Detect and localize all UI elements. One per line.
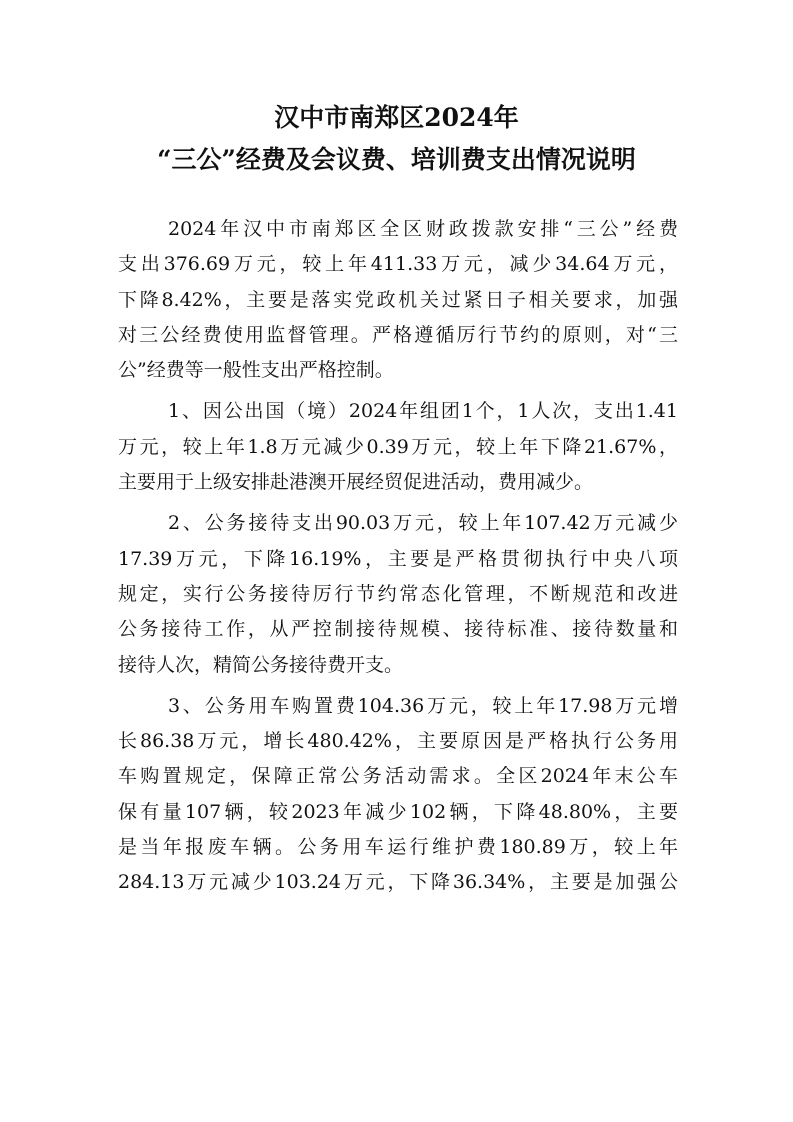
paragraph-line: 主要用于上级安排赴港澳开展经贸促进活动，费用减少。 [118,471,594,494]
paragraph-line: 车购置规定，保障正常公务活动需求。全区2024年末公车 [118,765,678,788]
document-body [118,212,678,901]
paragraph-line: 万元，较上年1.8万元减少0.39万元，较上年下降21.67%， [118,435,678,458]
paragraph-line: 284.13万元减少103.24万元，下降36.34%，主要是加强公 [118,871,678,894]
paragraph-official-reception [118,506,678,682]
document-title-line-1: 汉中市南郑区2024年 [274,103,519,132]
paragraph-line: 公”经费等一般性支出严格控制。 [118,359,394,382]
paragraph-line: 是当年报废车辆。公务用车运行维护费180.89万，较上年 [118,836,678,859]
paragraph-line: 1、因公出国（境）2024年组团1个，1人次，支出1.41 [168,400,678,423]
paragraph-overseas-travel [118,394,678,500]
paragraph-line: 下降8.42%，主要是落实党政机关过紧日子相关要求，加强 [118,288,678,311]
paragraph-official-vehicles [118,689,678,901]
paragraph-intro [118,212,678,388]
paragraph-line: 17.39万元，下降16.19%，主要是严格贯彻执行中央八项 [118,547,678,570]
paragraph-line: 对三公经费使用监督管理。严格遵循厉行节约的原则，对“三 [118,323,678,346]
paragraph-line: 支出376.69万元，较上年411.33万元，减少34.64万元， [118,253,678,276]
paragraph-line: 长86.38万元，增长480.42%，主要原因是严格执行公务用 [118,730,678,753]
paragraph-line: 保有量107辆，较2023年减少102辆，下降48.80%，主要 [118,800,678,823]
paragraph-line: 规定，实行公务接待厉行节约常态化管理，不断规范和改进 [118,582,678,605]
paragraph-line: 2024年汉中市南郑区全区财政拨款安排“三公”经费 [168,218,678,240]
paragraph-line: 公务接待工作，从严控制接待规模、接待标准、接待数量和 [118,618,678,641]
paragraph-line: 3、公务用车购置费104.36万元，较上年17.98万元增 [168,694,678,717]
document-title-line-2: “三公”经费及会议费、培训费支出情况说明 [157,145,636,174]
paragraph-line: 接待人次，精简公务接待费开支。 [118,653,404,676]
paragraph-line: 2、公务接待支出90.03万元，较上年107.42万元减少 [168,512,678,535]
